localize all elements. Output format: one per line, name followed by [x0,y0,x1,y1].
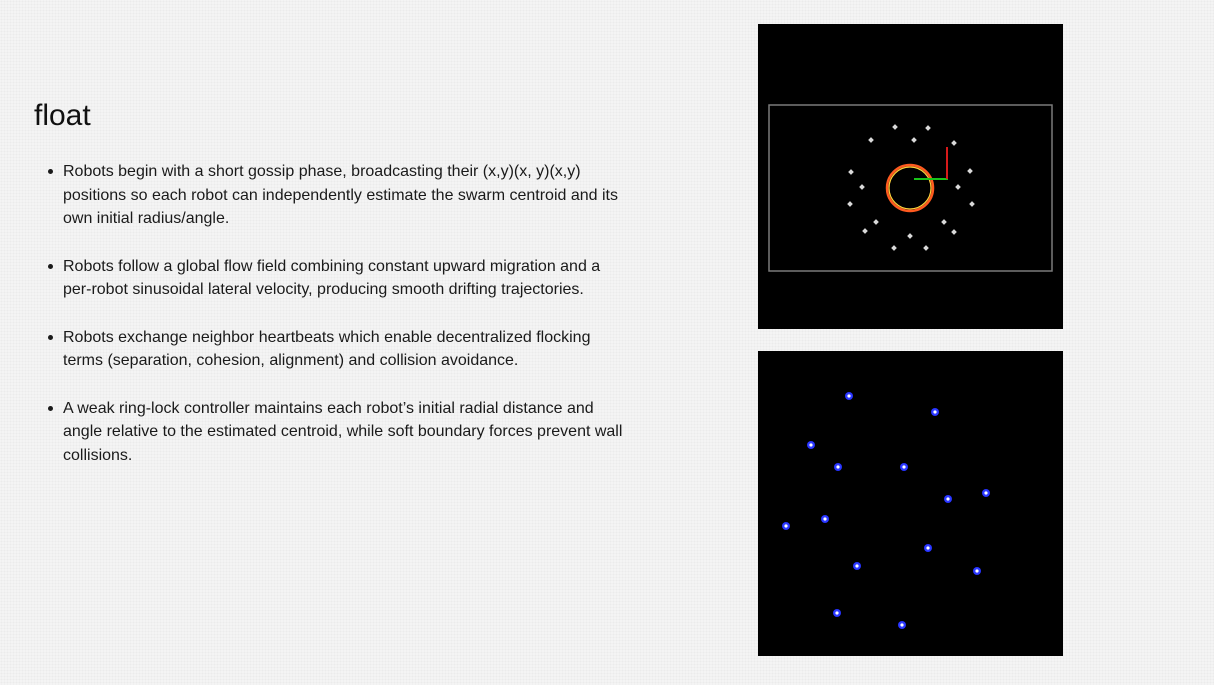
robot-marker [859,184,865,190]
robot-marker [900,463,908,471]
robot-marker [848,169,854,175]
robot-marker [782,522,790,530]
simulation-ring-view [758,24,1063,329]
robot-marker [967,168,973,174]
bullet-item-flow-field: Robots follow a global flow field combining constant upward migration and a per-robot sinusoidal lateral velocity, producing smooth drifting trajectories. [63,255,623,302]
robot-marker [925,125,931,131]
bullet-item-ring-lock: A weak ring-lock controller maintains each robot’s initial radial distance and angle relative to the estimated centroid, while soft boundary forces prevent wall collisions. [63,397,623,468]
robot-marker [931,408,939,416]
robot-marker [898,621,906,629]
robot-marker [821,515,829,523]
robot-marker [951,140,957,146]
simulation-ring-canvas [758,24,1063,329]
centroid-ring-inner [889,167,931,209]
robot-marker [907,233,913,239]
robot-marker [892,124,898,130]
robot-marker [834,463,842,471]
simulation-scatter-view [758,351,1063,656]
robot-marker [853,562,861,570]
bullet-list [63,160,623,491]
robot-marker [845,392,853,400]
robot-marker [941,219,947,225]
robot-marker [944,495,952,503]
robot-marker [891,245,897,251]
robot-marker [955,184,961,190]
robot-marker [873,219,879,225]
robot-marker [951,229,957,235]
robot-marker [868,137,874,143]
arena-border [769,105,1052,271]
page-title: float [34,99,91,132]
robot-marker [973,567,981,575]
robot-marker [862,228,868,234]
robot-group-ring [847,124,975,251]
simulation-scatter-canvas [758,351,1063,656]
robot-marker [847,201,853,207]
bullet-item-gossip: Robots begin with a short gossip phase, broadcasting their (x,y)(x, y)(x,y) positions so each robot can independently estimate the swarm centroid and its own initial radius/angle. [63,160,623,231]
robot-marker [833,609,841,617]
robot-marker [969,201,975,207]
robot-group-scatter [782,392,990,629]
robot-marker [982,489,990,497]
robot-marker [923,245,929,251]
robot-marker [924,544,932,552]
robot-marker [911,137,917,143]
centroid-ring-outer [887,165,933,211]
robot-marker [807,441,815,449]
bullet-item-flocking: Robots exchange neighbor heartbeats which enable decentralized flocking terms (separation, cohesion, alignment) and collision avoidance. [63,326,623,373]
